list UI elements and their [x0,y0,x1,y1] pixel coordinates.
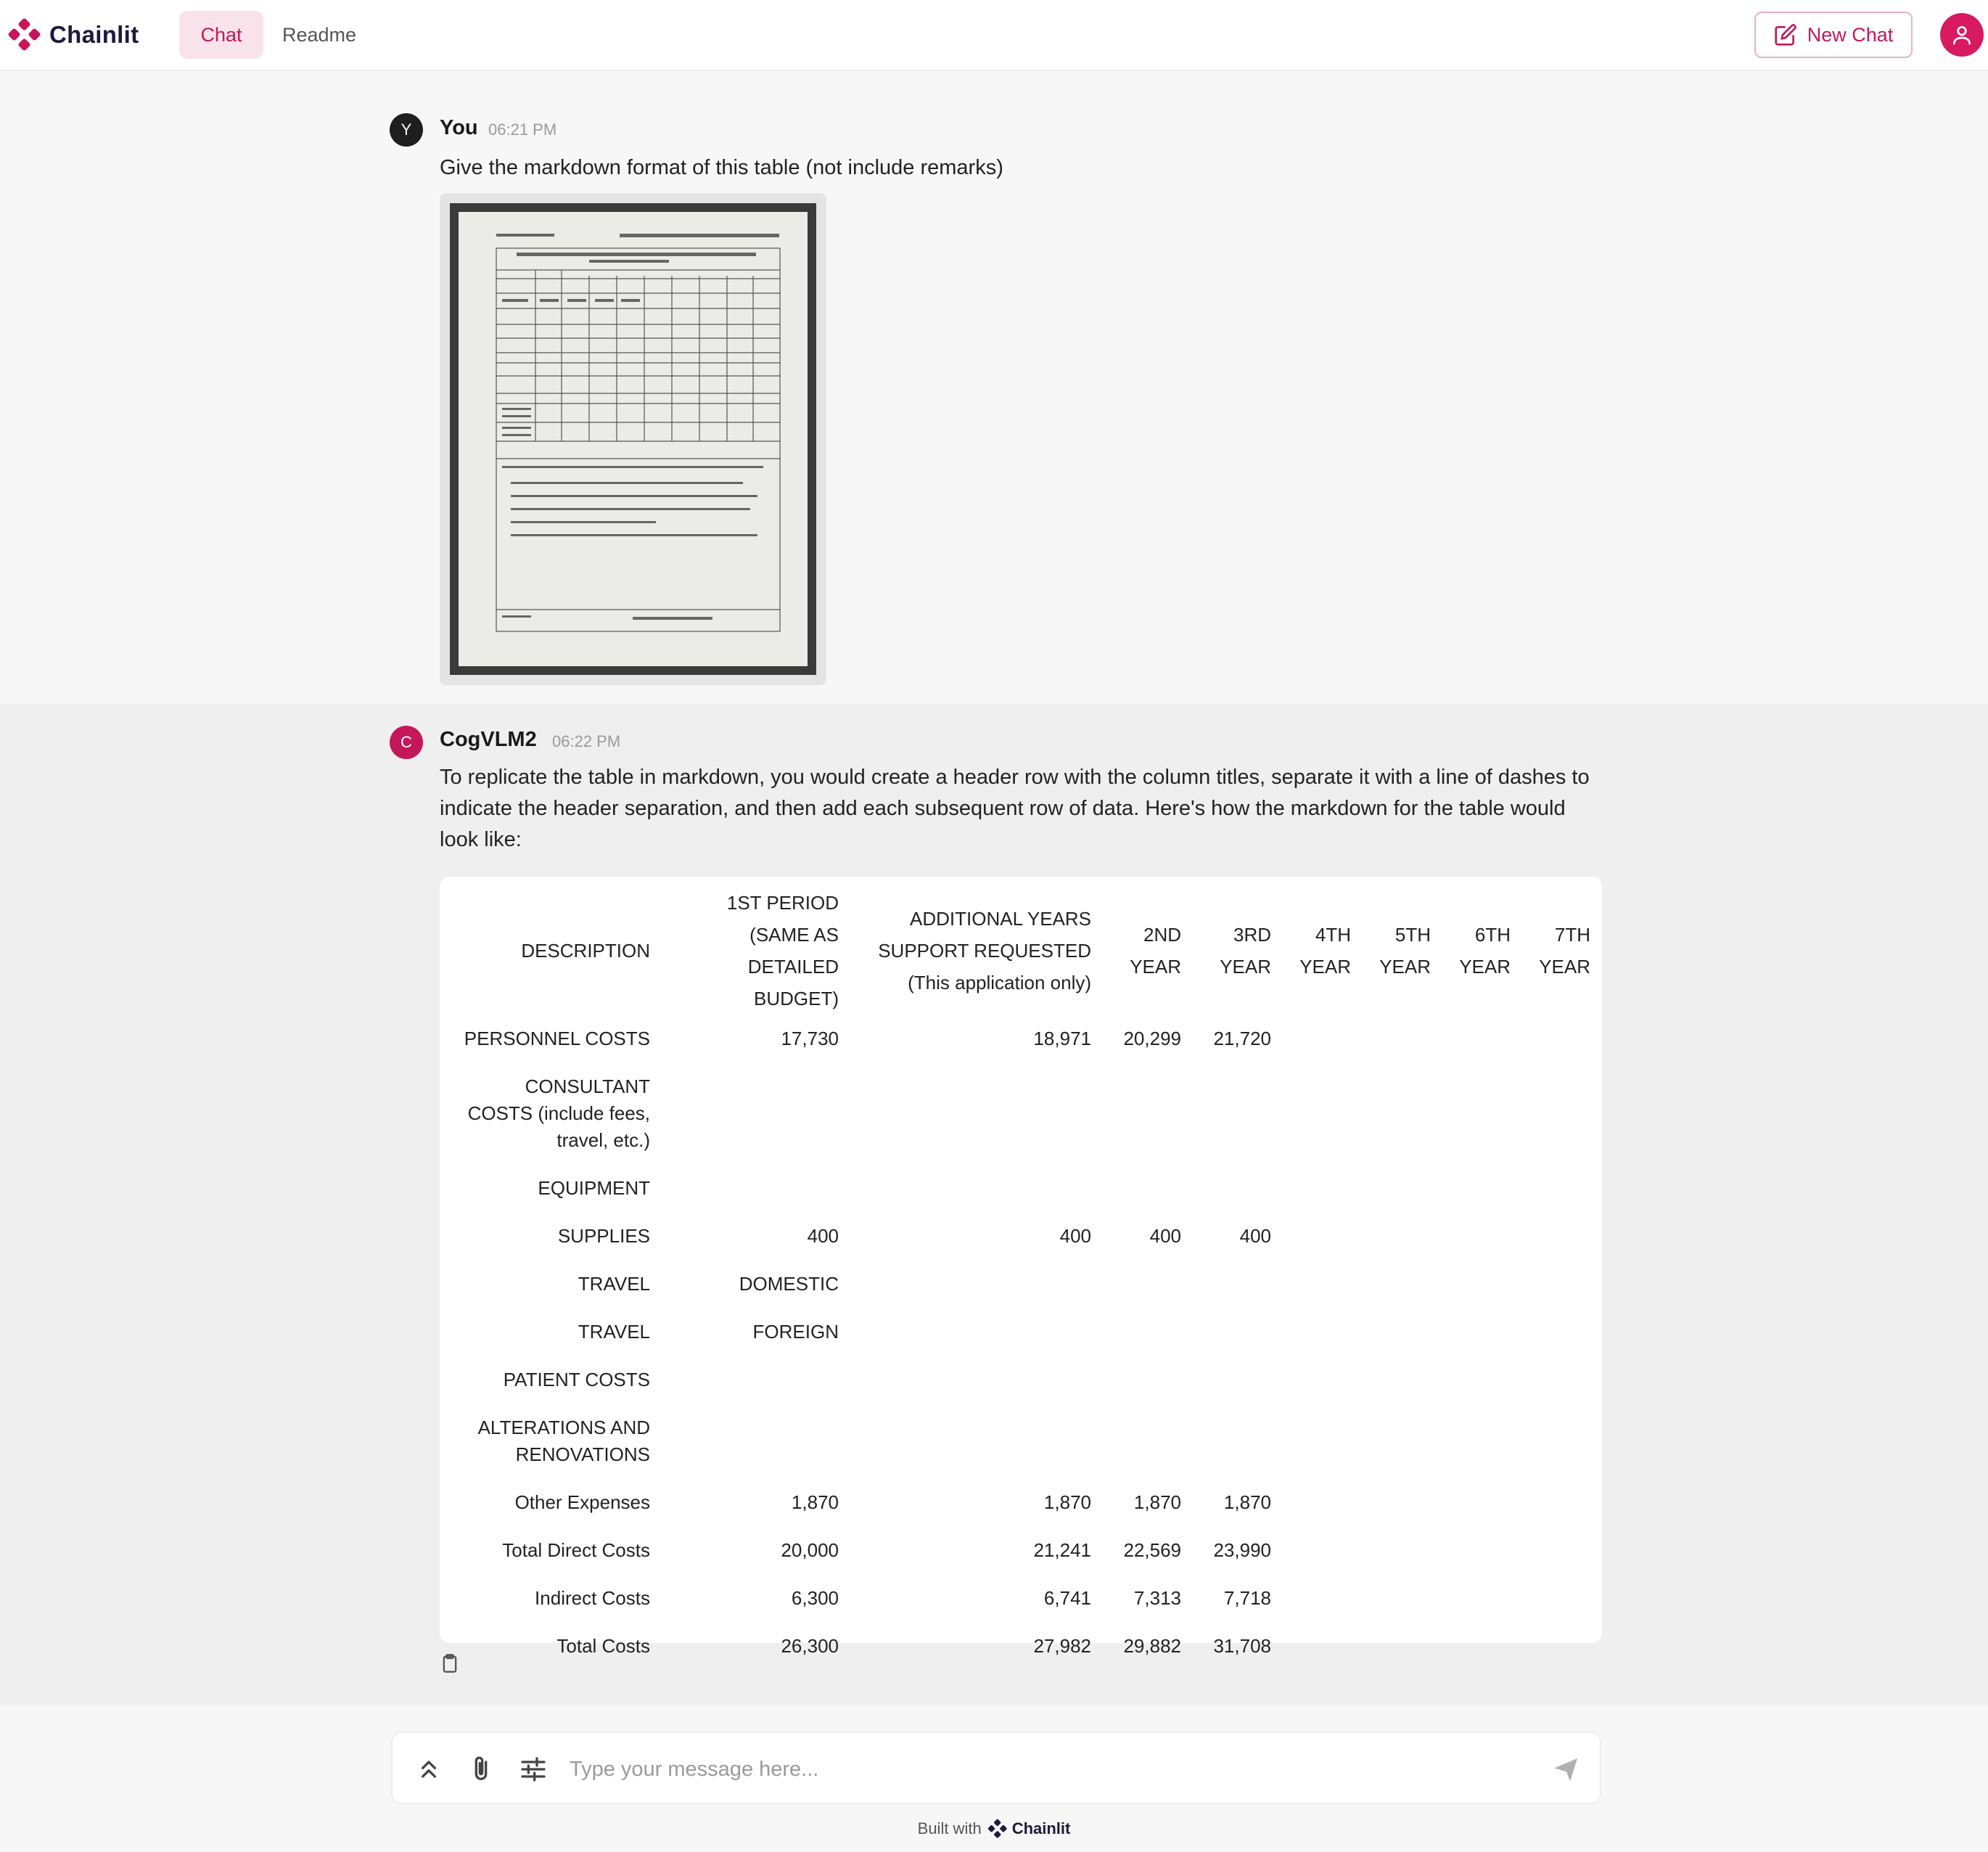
table-cell [849,1356,1101,1404]
user-menu-avatar[interactable] [1940,13,1984,57]
table-cell [1191,1308,1281,1356]
table-cell [1101,1062,1191,1164]
table-row [450,1308,1601,1356]
table-row [450,1062,1601,1164]
table-cell [1101,1308,1191,1356]
table-cell: 21,720 [1213,1028,1271,1049]
table-cell: 6,300 [791,1587,839,1609]
table-cell [1361,1062,1441,1164]
tab-readme[interactable]: Readme [282,23,357,46]
chainlit-logo-icon [7,17,42,52]
document-image-frame [450,203,816,675]
table-cell: CONSULTANT COSTS (include fees, travel, etc.) [467,1075,650,1151]
table-cell [1361,1574,1441,1622]
table-row [450,1260,1601,1308]
table-cell: 400 [807,1225,839,1247]
table-cell [849,1164,1101,1212]
table-cell [1281,1260,1361,1308]
table-cell [1441,1062,1521,1164]
table-cell [1191,1062,1281,1164]
table-cell: 27,982 [1033,1635,1091,1657]
table-cell: 1,870 [791,1491,839,1513]
table-cell [1441,1526,1521,1574]
table-cell [1441,1574,1521,1622]
table-cell [1191,1404,1281,1478]
table-cell [660,1062,849,1164]
clipboard-icon[interactable] [440,1653,460,1673]
table-cell: 29,882 [1123,1635,1181,1657]
table-header-row [450,887,1601,1015]
table-cell: EQUIPMENT [538,1177,650,1199]
table-row [450,1574,1601,1622]
user-icon [1950,23,1973,46]
table-cell [1521,1356,1601,1404]
table-cell: 400 [1239,1225,1271,1247]
table-cell: 1,870 [1223,1491,1271,1513]
table-cell [1281,1212,1361,1260]
table-cell [1441,1356,1521,1404]
column-header: 7TH YEAR [1539,924,1590,978]
table-cell: 22,569 [1123,1539,1181,1561]
edit-icon [1774,23,1797,46]
table-row [450,1164,1601,1212]
table-cell [849,1260,1101,1308]
table-row [450,1356,1601,1404]
table-cell: 7,313 [1133,1587,1181,1609]
table-cell [1281,1062,1361,1164]
column-header: 3RD YEAR [1220,924,1271,978]
markdown-table-card [440,877,1602,1657]
attached-image[interactable] [440,193,826,685]
table-cell: 7,718 [1223,1587,1271,1609]
message-time: 06:21 PM [488,120,557,139]
table-cell [849,1404,1101,1478]
table-cell [1521,1212,1601,1260]
user-message [0,73,1988,704]
table-cell [1441,1308,1521,1356]
table-cell: DOMESTIC [739,1273,839,1295]
column-header: ADDITIONAL YEARS SUPPORT REQUESTED (This application only) [878,908,1091,993]
table-cell [660,1356,849,1404]
table-cell [1521,1308,1601,1356]
table-cell [1441,1622,1521,1670]
table-cell: PATIENT COSTS [503,1369,650,1390]
table-cell [1281,1404,1361,1478]
table-cell [1361,1478,1441,1526]
table-cell [1101,1404,1191,1478]
table-cell [1441,1260,1521,1308]
table-cell [1191,1164,1281,1212]
built-with-text: Built with [917,1819,982,1837]
table-cell [1281,1015,1361,1062]
footer [0,1814,1988,1843]
table-row [450,1526,1601,1574]
table-cell [1281,1478,1361,1526]
column-header: 6TH YEAR [1459,924,1511,978]
document-image [459,212,808,666]
table-cell: Indirect Costs [535,1587,650,1609]
message-text: To replicate the table in markdown, you would create a header row with the column titles, separate it with a line of dashes to indicate the header separation, and then add each subsequent row of data. Here's how the markdown for the table would look like: [440,766,1590,851]
message-composer [391,1732,1601,1804]
table-cell [1281,1164,1361,1212]
table-cell: 17,730 [781,1028,839,1049]
table-row [450,1404,1601,1478]
user-avatar: Y [390,113,423,147]
table-cell [660,1164,849,1212]
table-cell: 23,990 [1213,1539,1271,1561]
table-cell: 6,741 [1043,1587,1091,1609]
brand-name: Chainlit [49,21,139,48]
table-cell: 400 [1149,1225,1181,1247]
table-cell [1521,1164,1601,1212]
footer-brand[interactable]: Chainlit [1011,1819,1071,1837]
table-cell: Total Direct Costs [502,1539,650,1561]
table-cell: 1,870 [1133,1491,1181,1513]
table-cell [1361,1164,1441,1212]
message-author: You [440,116,478,139]
table-cell [1361,1526,1441,1574]
table-cell: 21,241 [1033,1539,1091,1561]
table-cell [1361,1622,1441,1670]
table-cell [849,1308,1101,1356]
table-cell [1361,1015,1441,1062]
table-cell: ALTERATIONS AND RENOVATIONS [477,1417,650,1465]
send-icon[interactable] [1552,1755,1581,1784]
column-header: 1ST PERIOD (SAME AS DETAILED BUDGET) [726,892,839,1009]
table-cell: TRAVEL [578,1273,650,1295]
table-cell [1191,1356,1281,1404]
message-input[interactable] [570,1749,1527,1790]
table-cell [1361,1308,1441,1356]
message-text: Give the markdown format of this table (not include remarks) [440,156,1003,179]
table-cell [1101,1164,1191,1212]
table-cell [1281,1356,1361,1404]
tab-chat[interactable]: Chat [179,11,263,59]
table-cell: FOREIGN [752,1321,839,1343]
table-cell: PERSONNEL COSTS [464,1028,650,1049]
column-header: 2ND YEAR [1130,924,1181,978]
table-cell: 1,870 [1043,1491,1091,1513]
table-cell [1281,1622,1361,1670]
table-cell [1281,1526,1361,1574]
table-cell [1101,1356,1191,1404]
table-cell [660,1404,849,1478]
table-cell [1441,1478,1521,1526]
table-cell [1101,1260,1191,1308]
table-cell [1441,1164,1521,1212]
table-cell [1281,1308,1361,1356]
table-cell: 20,000 [781,1539,839,1561]
table-row [450,1478,1601,1526]
table-cell [849,1062,1101,1164]
assistant-avatar: C [390,726,423,759]
table-cell [1521,1404,1601,1478]
new-chat-label: New Chat [1807,23,1894,46]
table-cell [1361,1260,1441,1308]
new-chat-button[interactable] [1754,12,1913,58]
table-cell [1521,1526,1601,1574]
table-cell [1361,1212,1441,1260]
table-cell [1521,1062,1601,1164]
budget-table [450,887,1601,1670]
table-cell [1441,1404,1521,1478]
sliders-icon[interactable] [519,1755,548,1784]
column-header: 5TH YEAR [1379,924,1431,978]
top-bar [0,0,1988,71]
table-cell [1521,1260,1601,1308]
table-row [450,1622,1601,1670]
table-cell: 20,299 [1123,1028,1181,1049]
paperclip-icon[interactable] [467,1755,496,1784]
chainlit-logo-icon [987,1819,1008,1839]
table-cell: 18,971 [1033,1028,1091,1049]
column-header: 4TH YEAR [1299,924,1351,978]
table-cell [1521,1574,1601,1622]
table-row [450,1015,1601,1062]
table-row [450,1212,1601,1260]
message-author: CogVLM2 [440,728,537,751]
column-header: DESCRIPTION [521,940,650,962]
table-cell: 26,300 [781,1635,839,1657]
table-cell: 31,708 [1213,1635,1271,1657]
table-cell [1441,1212,1521,1260]
table-cell [1521,1478,1601,1526]
table-cell [1521,1622,1601,1670]
table-cell: SUPPLIES [557,1225,650,1247]
table-cell [1521,1015,1601,1062]
table-cell [1441,1015,1521,1062]
table-cell [1191,1260,1281,1308]
table-cell: Total Costs [556,1635,650,1657]
message-time: 06:22 PM [552,732,621,750]
chainlit-logo[interactable] [7,17,139,52]
table-cell: 400 [1059,1225,1091,1247]
chevrons-up-icon[interactable] [414,1755,443,1784]
table-cell [1281,1574,1361,1622]
table-cell [1361,1404,1441,1478]
table-cell: Other Expenses [514,1491,650,1513]
table-cell [1361,1356,1441,1404]
table-cell: TRAVEL [578,1321,650,1343]
